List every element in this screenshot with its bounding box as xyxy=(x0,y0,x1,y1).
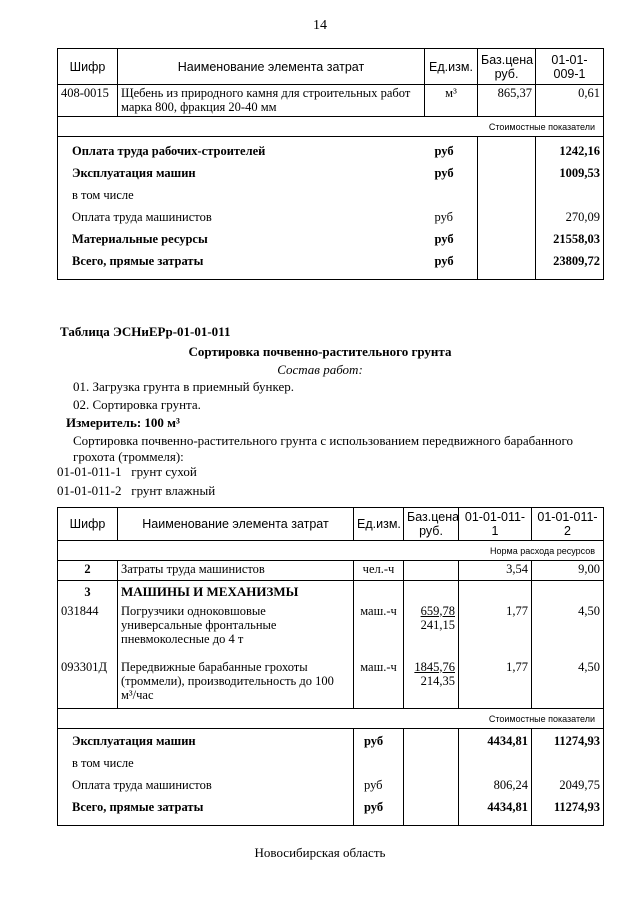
cost-value: 21558,03 xyxy=(553,232,600,246)
cost-name: Всего, прямые затраты xyxy=(72,800,204,814)
cost-value-1: 4434,81 xyxy=(487,800,528,814)
row-unit: м³ xyxy=(425,85,478,117)
labor-unit: чел.-ч xyxy=(354,561,404,581)
header-name: Наименование элемента затрат xyxy=(118,508,354,541)
cost-value-1: 806,24 xyxy=(493,778,528,792)
header-price: Баз.цена руб. xyxy=(478,49,536,85)
machine-price-top: 659,78 xyxy=(420,603,455,618)
variant-name: грунт влажный xyxy=(131,483,216,498)
cost-value-2: 2049,75 xyxy=(559,778,600,792)
machine-name: Передвижные барабанные грохоты (троммели), производительность до 100 м³/час xyxy=(118,659,354,709)
cost-unit: руб xyxy=(364,734,384,748)
norm-label: Норма расхода ресурсов xyxy=(58,541,604,561)
cost-value: 1242,16 xyxy=(559,144,600,158)
machine-code: 031844 xyxy=(58,603,118,659)
cost-value: 270,09 xyxy=(565,210,600,224)
cost-unit: руб xyxy=(434,232,454,246)
section-label: Стоимостные показатели xyxy=(58,709,604,729)
machines-heading: МАШИНЫ И МЕХАНИЗМЫ xyxy=(118,581,354,603)
cost-value: 1009,53 xyxy=(559,166,600,180)
cost-value-2: 11274,93 xyxy=(553,800,600,814)
machine-price-bottom: 241,15 xyxy=(420,617,455,632)
machine-unit: маш.-ч xyxy=(354,659,404,709)
header-code: Шифр xyxy=(58,49,118,85)
cost-unit: руб xyxy=(434,144,454,158)
table-title: Таблица ЭСНиЕРр-01-01-011 xyxy=(60,324,231,339)
cost-name: Материальные ресурсы xyxy=(72,232,208,246)
variant-code: 01-01-011-1 xyxy=(57,464,122,479)
cost-name: Эксплуатация машин xyxy=(72,734,196,748)
cost-unit: руб xyxy=(434,166,454,180)
row-name: Щебень из природного камня для строительных работ марка 800, фракция 20-40 мм xyxy=(118,85,425,117)
variant-code: 01-01-011-2 xyxy=(57,483,122,498)
cost-name: в том числе xyxy=(72,188,134,202)
variant-2 xyxy=(57,483,215,499)
page-number: 14 xyxy=(313,18,327,33)
header-column-1: 01-01-011-1 xyxy=(459,508,532,541)
header-unit: Ед.изм. xyxy=(425,49,478,85)
machines-code: 3 xyxy=(58,581,118,603)
meter: Измеритель: 100 м³ xyxy=(66,415,180,430)
table-subtitle: Сортировка почвенно-растительного грунта xyxy=(188,344,452,359)
cost-value-2 xyxy=(532,755,600,777)
row-code: 408-0015 xyxy=(58,85,118,117)
variant-name: грунт сухой xyxy=(131,464,197,479)
header-name: Наименование элемента затрат xyxy=(118,49,425,85)
cost-name: Оплата труда машинистов xyxy=(72,210,212,224)
cost-unit: руб xyxy=(434,210,454,224)
cost-unit xyxy=(364,755,403,777)
header-unit: Ед.изм. xyxy=(354,508,404,541)
cost-table-1 xyxy=(57,48,604,280)
machine-price-top: 1845,76 xyxy=(414,659,455,674)
cost-table-2 xyxy=(57,507,604,826)
row-value: 0,61 xyxy=(536,85,604,117)
cost-name: в том числе xyxy=(72,756,134,770)
row-price: 865,37 xyxy=(478,85,536,117)
variant-1 xyxy=(57,464,197,480)
cost-name: Оплата труда машинистов xyxy=(72,778,212,792)
machine-price-bottom: 214,35 xyxy=(420,673,455,688)
cost-value-1: 4434,81 xyxy=(487,734,528,748)
header-code: Шифр xyxy=(58,508,118,541)
machine-value-2: 4,50 xyxy=(532,659,604,709)
cost-value: 23809,72 xyxy=(553,254,600,268)
cost-unit: руб xyxy=(434,254,454,268)
cost-value-1 xyxy=(459,755,528,777)
cost-unit: руб xyxy=(364,800,384,814)
cost-unit: руб xyxy=(364,778,383,792)
machine-value-1: 1,77 xyxy=(459,603,532,659)
cost-name: Всего, прямые затраты xyxy=(72,254,204,268)
work-item: 01. Загрузка грунта в приемный бункер. xyxy=(73,379,294,394)
header-column: 01-01-009-1 xyxy=(536,49,604,85)
work-item: 02. Сортировка грунта. xyxy=(73,397,201,412)
labor-value-2: 9,00 xyxy=(532,561,604,581)
machine-value-1: 1,77 xyxy=(459,659,532,709)
description: Сортировка почвенно-растительного грунта с использованием передвижного барабанного грохота (троммеля): xyxy=(73,433,573,464)
footer: Новосибирская область xyxy=(254,845,386,860)
header-column-2: 01-01-011-2 xyxy=(532,508,604,541)
machine-code: 093301Д xyxy=(58,659,118,709)
cost-unit xyxy=(435,187,478,209)
labor-value-1: 3,54 xyxy=(459,561,532,581)
header-price: Баз.цена руб. xyxy=(404,508,459,541)
machine-value-2: 4,50 xyxy=(532,603,604,659)
machine-unit: маш.-ч xyxy=(354,603,404,659)
labor-code: 2 xyxy=(58,561,118,581)
machine-name: Погрузчики одноковшовые универсальные фронтальные пневмоколесные до 4 т xyxy=(118,603,354,659)
works-heading: Состав работ: xyxy=(277,362,363,377)
cost-value-2: 11274,93 xyxy=(553,734,600,748)
cost-value xyxy=(536,187,600,209)
labor-name: Затраты труда машинистов xyxy=(118,561,354,581)
cost-name: Оплата труда рабочих-строителей xyxy=(72,144,266,158)
section-label: Стоимостные показатели xyxy=(58,117,604,137)
cost-name: Эксплуатация машин xyxy=(72,166,196,180)
